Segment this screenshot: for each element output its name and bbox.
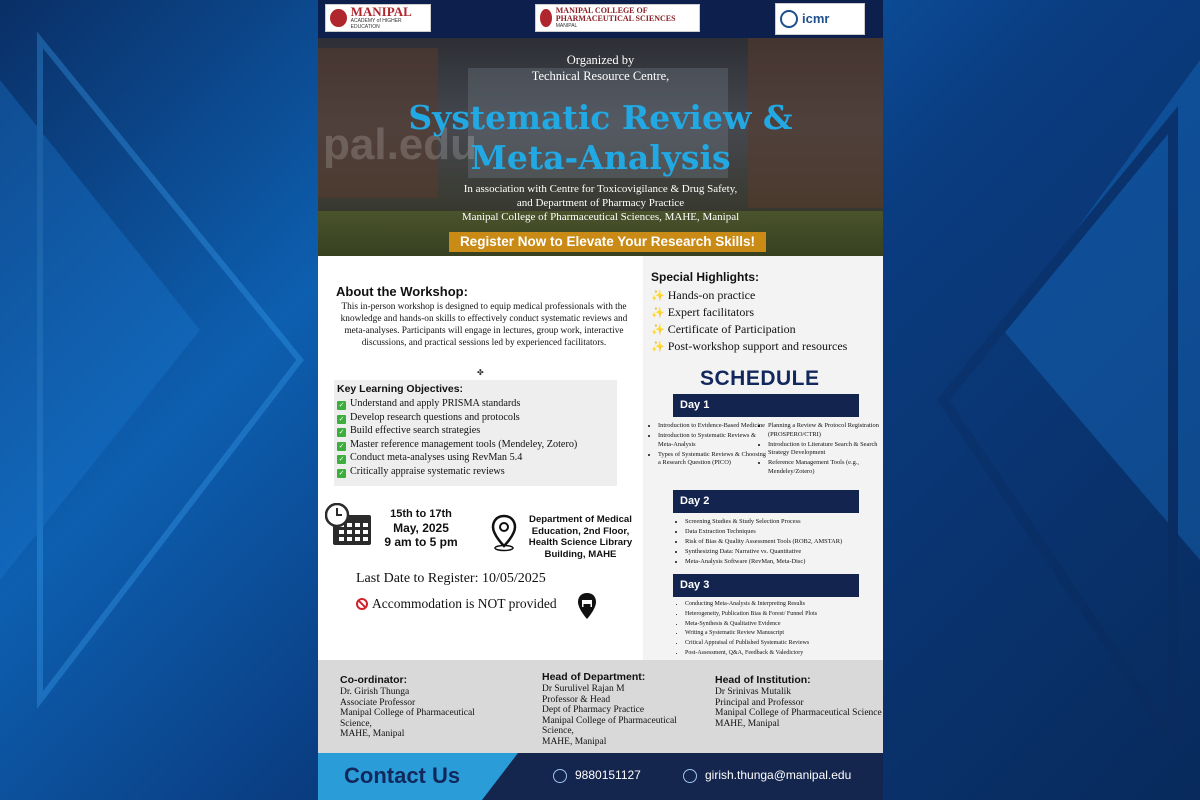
hod-details: [542, 684, 677, 747]
objectives-heading: Key Learning Objectives:: [337, 383, 464, 395]
sparkle-icon: ✨: [651, 340, 665, 353]
coordinator-name: Dr. Girish Thunga: [340, 687, 410, 697]
check-icon: ✓: [338, 441, 345, 450]
objective-item: [337, 438, 577, 452]
hoi-name: Dr Srinivas Mutalik: [715, 687, 791, 697]
mcops-logo: [535, 4, 700, 32]
objectives-box: [334, 380, 617, 486]
hod-title: Head of Department:: [542, 671, 646, 683]
organizer-text: [318, 52, 883, 84]
objective-text: Develop research questions and protocols: [350, 411, 520, 423]
schedule-item: • Introduction to Literature Search & Search Strategy Development: [768, 441, 883, 458]
coordinator-line: Science,: [340, 718, 372, 729]
hod-line: MAHE, Manipal: [542, 736, 607, 747]
icmr-logo-text: icmr: [802, 11, 830, 26]
hod-line: Manipal College of Pharmaceutical: [542, 715, 677, 726]
objective-text: Critically appraise systematic reviews: [350, 465, 505, 477]
objective-text: Conduct meta-analyses using RevMan 5.4: [350, 452, 523, 464]
day1-list-right: [758, 422, 883, 478]
day2-list: [675, 518, 883, 568]
objective-item: [337, 424, 577, 438]
highlight-text: Hands-on practice: [667, 288, 756, 302]
prohibited-icon: [356, 598, 368, 610]
icmr-logo: [775, 3, 865, 35]
coordinator-line: Manipal College of Pharmaceutical: [340, 708, 475, 718]
background-chevron-left: [0, 0, 320, 800]
hoi-line: MAHE, Manipal: [715, 718, 780, 729]
sparkle-icon: ✨: [651, 323, 665, 336]
schedule-item: • Data Extraction Techniques: [685, 528, 883, 537]
check-icon: ✓: [338, 414, 345, 423]
day2-header: Day 2: [673, 490, 859, 513]
workshop-title: [318, 98, 883, 178]
schedule-item: • Meta-Synthesis & Qualitative Evidence: [685, 620, 883, 628]
schedule-heading: SCHEDULE: [700, 367, 820, 390]
highlight-item: [651, 304, 847, 321]
objective-text: Master reference management tools (Mendeley, Zotero): [350, 438, 578, 450]
day3-list: [675, 600, 883, 659]
highlight-item: [651, 338, 847, 355]
event-time: 9 am to 5 pm: [384, 535, 458, 549]
hoi-line: Principal and Professor: [715, 697, 804, 708]
association-line: and Department of Pharmacy Practice: [516, 197, 685, 209]
email-link[interactable]: girish.thunga@manipal.edu: [705, 768, 852, 782]
schedule-item: • Risk of Bias & Quality Assessment Tools (ROB2, AMSTAR): [685, 538, 883, 547]
day1-header: Day 1: [673, 394, 859, 417]
coordinator-line: Associate Professor: [340, 697, 416, 708]
mcops-logo-subtext: MANIPAL: [555, 23, 578, 29]
sparkle-icon: ✨: [651, 289, 665, 302]
objective-item: [337, 465, 577, 479]
background-chevron-right: [883, 0, 1200, 800]
hod-line: Professor & Head: [542, 694, 611, 705]
ornament-divider: ✤: [477, 368, 484, 377]
schedule-item: • Screening Studies & Study Selection Process: [685, 518, 883, 527]
about-heading: About the Workshop:: [336, 284, 468, 299]
hoi-details: [715, 687, 883, 729]
icmr-emblem-icon: [780, 10, 798, 28]
accommodation-text: Accommodation is NOT provided: [372, 596, 557, 611]
schedule-item: • Writing a Systematic Review Manuscript: [685, 629, 883, 637]
schedule-item: • Post-Assessment, Q&A, Feedback & Valedictory: [685, 649, 883, 657]
manipal-crest-icon: [330, 9, 347, 27]
venue-text: Department of Medical Education, 2nd Floor, Health Science Library Building, MAHE: [528, 514, 633, 560]
schedule-item: • Critical Appraisal of Published Systematic Reviews: [685, 639, 883, 647]
schedule-item: • Synthesizing Data: Narrative vs. Quantitative: [685, 548, 883, 557]
schedule-item: • Reference Management Tools (e.g., Mendeley/Zotero): [768, 459, 883, 476]
day1-list-left: [648, 422, 766, 469]
association-line: Manipal College of Pharmaceutical Sciences, MAHE, Manipal: [461, 211, 740, 223]
organizer-line: Organized by: [566, 53, 635, 67]
highlight-text: Certificate of Participation: [667, 322, 796, 336]
objective-text: Understand and apply PRISMA standards: [350, 398, 521, 409]
objective-text: Build effective search strategies: [350, 425, 481, 437]
schedule-item: • Introduction to Evidence-Based Medicine: [658, 422, 766, 431]
objective-item: [337, 451, 577, 465]
coordinator-line: MAHE, Manipal: [340, 729, 405, 739]
contacts-footer: [318, 660, 883, 753]
objective-item: [337, 397, 577, 411]
mcops-crest-icon: [540, 9, 552, 27]
date-range: 15th to 17th: [390, 508, 452, 520]
poster-body: [318, 256, 883, 660]
contact-bar: [318, 753, 883, 800]
hod-name: Dr Surulivel Rajan M: [542, 684, 625, 694]
schedule-item: • Conducting Meta-Analysis & Interpreting Results: [685, 600, 883, 608]
globe-icon: [683, 769, 697, 783]
schedule-item: • Heterogeneity, Publication Bias & Forest/ Funnel Plots: [685, 610, 883, 618]
objective-item: [337, 411, 577, 425]
hod-line: Dept of Pharmacy Practice: [542, 705, 645, 715]
phone-icon: [553, 769, 567, 783]
contact-heading: Contact Us: [344, 763, 461, 788]
highlight-item: [651, 287, 847, 304]
check-icon: ✓: [338, 428, 345, 437]
coordinator-details: [340, 687, 475, 740]
schedule-item: • Introduction to Systematic Reviews & Meta-Analysis: [658, 432, 766, 449]
register-banner: Register Now to Elevate Your Research Skills!: [449, 232, 766, 252]
hod-line: Science,: [542, 726, 574, 736]
accommodation-note: [356, 596, 557, 612]
location-pin-icon: [490, 514, 518, 552]
phone-number[interactable]: 9880151127: [575, 768, 641, 782]
hoi-title: Head of Institution:: [715, 674, 811, 686]
manipal-logo: [325, 4, 431, 32]
workshop-poster: [318, 0, 883, 800]
check-icon: ✓: [338, 455, 345, 464]
hoi-line: Manipal College of Pharmaceutical Science: [715, 708, 882, 718]
hero-banner: [318, 38, 883, 256]
coordinator-title: Co-ordinator:: [340, 674, 408, 686]
calendar-clock-icon: [325, 503, 373, 547]
objectives-list: [337, 397, 577, 479]
highlights-list: [651, 287, 847, 355]
mcops-logo-text: MANIPAL COLLEGE OF PHARMACEUTICAL SCIENCES: [555, 6, 676, 23]
organizer-line: Technical Resource Centre,: [531, 69, 670, 83]
day3-header: Day 3: [673, 574, 859, 597]
manipal-logo-subtext: ACADEMY of HIGHER EDUCATION: [350, 18, 402, 30]
schedule-item: • Meta-Analysis Software (RevMan, Meta-Disc): [685, 558, 883, 567]
manipal-logo-text: MANIPAL: [350, 4, 412, 19]
event-dates: [376, 507, 466, 549]
highlight-item: [651, 321, 847, 338]
campus-sign: pal.edu: [323, 120, 478, 169]
logo-bar: [318, 0, 883, 38]
check-icon: ✓: [338, 468, 345, 477]
schedule-item: • Planning a Review & Protocol Registration (PROSPERO/CTRI): [768, 422, 883, 439]
event-month: May, 2025: [393, 521, 449, 535]
association-text: [318, 182, 883, 224]
bed-location-icon: [576, 592, 598, 620]
highlights-heading: Special Highlights:: [651, 270, 760, 284]
title-line: Systematic Review &: [408, 98, 793, 137]
about-text: This in-person workshop is designed to equip medical professionals with the knowledge and hands-on skills to effectively conduct systematic reviews and meta-analyses. Participants will engage in lectures, group work, interactive discussions, and practical sessions led by experienced facilitators.: [340, 302, 628, 348]
highlight-text: Expert facilitators: [667, 305, 754, 319]
schedule-item: • Types of Systematic Reviews & Choosing a Research Question (PICO): [658, 451, 766, 468]
registration-deadline: Last Date to Register: 10/05/2025: [356, 571, 546, 586]
highlight-text: Post-workshop support and resources: [667, 339, 848, 353]
association-line: In association with Centre for Toxicovigilance & Drug Safety,: [463, 183, 738, 195]
title-line: Meta-Analysis: [470, 138, 731, 177]
sparkle-icon: ✨: [651, 306, 665, 319]
check-icon: ✓: [338, 401, 345, 409]
